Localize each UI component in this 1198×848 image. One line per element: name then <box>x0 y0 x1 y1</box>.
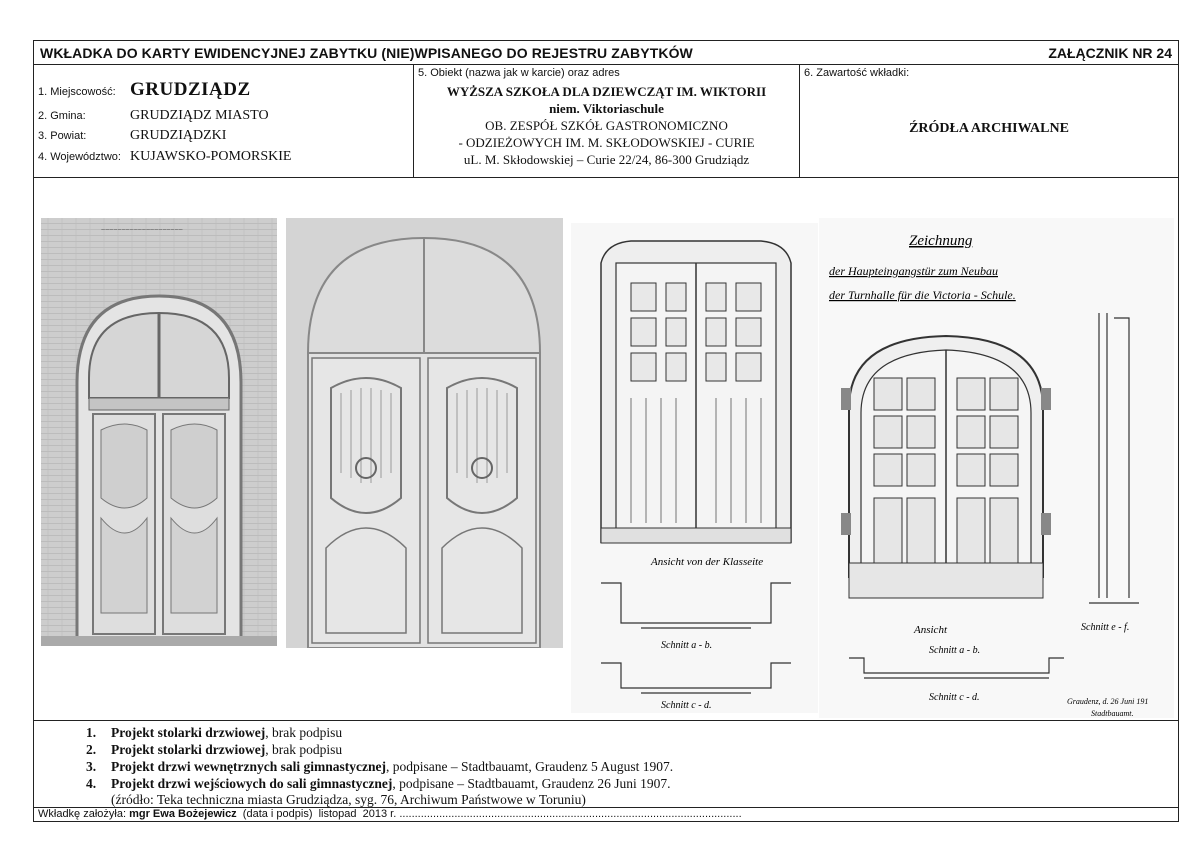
object-german-name: niem. Viktoriaschule <box>549 101 664 116</box>
gmina-value: GRUDZIĄDZ MIASTO <box>130 108 269 123</box>
images-section <box>34 178 1178 721</box>
note-title: Projekt stolarki drzwiowej <box>111 725 266 740</box>
object-name: WYŻSZA SZKOŁA DLA DZIEWCZĄT IM. WIKTORII <box>446 84 767 99</box>
powiat-row <box>38 128 226 144</box>
contents-column <box>800 65 1178 177</box>
object-current-name-2: - ODZIEŻOWYCH IM. M. SKŁODOWSKIEJ - CURIE <box>458 135 755 150</box>
note-number: 1. <box>86 725 97 740</box>
drawing-signature: Stadtbauamt. <box>1091 709 1134 718</box>
section-ef-entrance: Schnitt e - f. <box>1081 622 1130 633</box>
note-1 <box>86 725 342 741</box>
annex-number: ZAŁĄCZNIK NR 24 <box>1048 44 1172 61</box>
note-3 <box>86 759 673 775</box>
drawing-title-3: der Turnhalle für die Victoria - Schule. <box>829 288 1016 302</box>
footer <box>34 808 1178 823</box>
note-number: 4. <box>86 776 97 791</box>
object-street-address: uL. M. Skłodowskiej – Curie 22/24, 86-300 Grudziądz <box>463 152 750 167</box>
wojewodztwo-value: KUJAWSKO-POMORSKIE <box>130 149 292 164</box>
powiat-value: GRUDZIĄDZKI <box>130 128 227 143</box>
drawing-entrance-door <box>819 218 1174 718</box>
wojewodztwo-row <box>38 149 291 165</box>
section-cd-inner: Schnitt c - d. <box>661 700 712 711</box>
drawing-title-1: Zeichnung <box>909 233 973 249</box>
door-photo-1 <box>41 218 277 646</box>
gmina-row <box>38 108 269 124</box>
note-title: Projekt drzwi wejściowych do sali gimnastycznej <box>111 776 393 791</box>
notes-section <box>34 721 1178 808</box>
drawing-title-2: der Haupteingangstür zum Neubau <box>829 264 998 278</box>
info-section <box>34 65 1178 178</box>
note-detail: , brak podpisu <box>265 725 343 740</box>
object-label: 5. Obiekt (nazwa jak w karcie) oraz adres <box>418 67 620 79</box>
svg-text:~~~~~~~~~~~~~~~~~~~~: ~~~~~~~~~~~~~~~~~~~~ <box>101 227 183 234</box>
footer-prefix: Wkładkę założyła: <box>38 808 130 820</box>
wojewodztwo-label: 4. Województwo: <box>38 151 121 163</box>
powiat-label: 3. Powiat: <box>38 130 87 142</box>
sheet-title: WKŁADKA DO KARTY EWIDENCYJNEJ ZABYTKU (NIE)WPISANEGO DO REJESTRU ZABYTKÓW <box>40 44 693 61</box>
contents-label: 6. Zawartość wkładki: <box>804 67 910 79</box>
miejscowosc-label: 1. Miejscowość: <box>38 86 116 98</box>
gmina-label: 2. Gmina: <box>38 110 86 122</box>
caption-inner-view: Ansicht von der Klasseite <box>651 556 764 568</box>
note-title: Projekt stolarki drzwiowej <box>111 742 266 757</box>
note-2 <box>86 742 342 758</box>
location-column <box>34 65 414 177</box>
miejscowosc-value: GRUDZIĄDZ <box>130 79 251 100</box>
source-citation: (źródło: Teka techniczna miasta Grudziądza, syg. 76, Archiwum Państwowe w Toruniu) <box>111 792 586 807</box>
note-detail: , podpisane – Stadtbauamt, Graudenz 26 Juni 1907. <box>392 776 671 791</box>
drawing-inner-door <box>571 223 818 713</box>
signature-line: ................................................................................................................ <box>399 808 742 820</box>
note-detail: , podpisane – Stadtbauamt, Graudenz 5 August 1907. <box>385 759 674 774</box>
drawing-date: Graudenz, d. 26 Juni 191 <box>1067 697 1149 706</box>
footer-date: (data i podpis) listopad 2013 r. <box>236 808 400 820</box>
section-ab-inner: Schnitt a - b. <box>661 640 713 651</box>
contents-value: ŹRÓDŁA ARCHIWALNE <box>909 121 1069 136</box>
note-number: 2. <box>86 742 97 757</box>
header-bar <box>34 41 1178 65</box>
note-number: 3. <box>86 759 97 774</box>
door-photo-2 <box>286 218 563 648</box>
record-sheet <box>33 40 1179 822</box>
note-4 <box>86 776 671 792</box>
footer-author: mgr Ewa Bożejewicz <box>129 808 237 820</box>
section-cd-entrance: Schnitt c - d. <box>929 692 980 703</box>
caption-entrance-view: Ansicht <box>914 624 947 636</box>
object-column <box>414 65 800 177</box>
note-detail: , brak podpisu <box>265 742 343 757</box>
section-ab-entrance: Schnitt a - b. <box>929 645 981 656</box>
object-address <box>414 83 799 168</box>
object-current-name-1: OB. ZESPÓŁ SZKÓŁ GASTRONOMICZNO <box>485 118 728 133</box>
note-title: Projekt drzwi wewnętrznych sali gimnastycznej <box>111 759 386 774</box>
miejscowosc-row <box>38 79 251 101</box>
